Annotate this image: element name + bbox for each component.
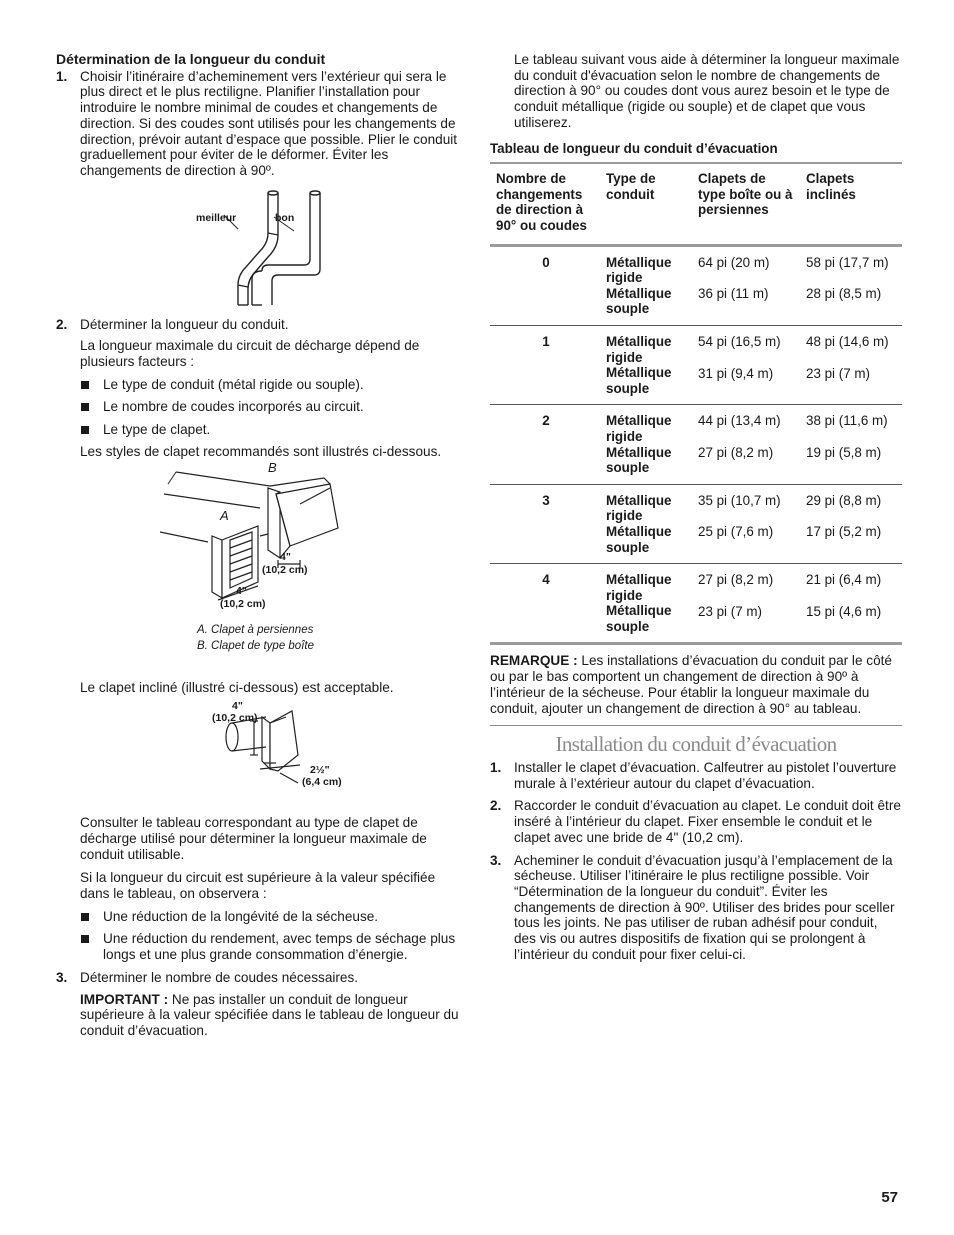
install-step-1: [490, 760, 902, 791]
paragraph: La longueur maximale du circuit de décharge dépend de plusieurs facteurs :: [80, 338, 420, 370]
cell-elbows: 0: [542, 254, 550, 270]
step-number: 1.: [490, 759, 502, 775]
table-row: [490, 405, 902, 484]
step-text: Acheminer le conduit d’évacuation jusqu’à l’emplacement de la sécheuse. Utiliser l’itinéraire le plus rectiligne possible. Voir “Détermination de la longueur du conduit”. Éviter les changements de direction à 90º. Utiliser des brides pour sceller tous les joints. Ne pas utiliser de ruban adhésif pour conduit, des vis ou autres dispositifs de fixation qui se prolongent à l’intérieur du conduit pour fixer celui-ci.: [514, 852, 895, 962]
section-title: Détermination de la longueur du conduit: [56, 51, 326, 67]
bullet-item: Une réduction de la longévité de la sécheuse.: [80, 909, 466, 925]
bullet-item: Une réduction du rendement, avec temps de séchage plus longs et une plus grande consommation d’énergie.: [80, 931, 466, 962]
dimension-duct-cm: (10,2 cm): [212, 712, 258, 725]
dimension-duct-in: 4": [232, 700, 243, 713]
dimension-louver-cm: (10,2 cm): [220, 597, 266, 610]
left-column: [56, 52, 466, 1039]
cell-angled: 38 pi (11,6 m) 19 pi (5,8 m): [806, 413, 888, 460]
cell-angled: 58 pi (17,7 m) 28 pi (8,5 m): [806, 254, 889, 302]
vent-hood-figure: [80, 459, 466, 680]
page-number: 57: [881, 1189, 898, 1206]
step-text: Raccorder le conduit d’évacuation au clapet. Le conduit doit être inséré à l’intérieur du clapet. Fixer ensemble le conduit et le clapet avec une bride de 4" (10,2 cm).: [514, 798, 901, 845]
duct-bend-illustration: [216, 189, 336, 307]
label-b: B: [268, 459, 277, 475]
cell-duct-type: Métallique rigide Métallique souple: [606, 413, 672, 476]
pointer-a: [168, 472, 176, 484]
step-text: Installer le clapet d’évacuation. Calfeutrer au pistolet l’ouverture murale à l’extérieur autour du clapet d’évacuation.: [514, 759, 897, 791]
header-angled: Clapets inclinés: [806, 171, 856, 202]
table-row: [490, 564, 902, 644]
step-number: 2.: [56, 316, 68, 332]
label-best: meilleur: [196, 211, 237, 224]
step-number: 1.: [56, 68, 68, 84]
bullet-item: Le type de clapet.: [80, 422, 466, 438]
heading-divider: [490, 725, 902, 726]
angled-hood-figure: [80, 699, 466, 807]
cell-elbows: 1: [542, 333, 550, 349]
pointer-good: [274, 217, 294, 231]
paragraph: Si la longueur du circuit est supérieure à la valeur spécifiée dans le tableau, on observera :: [80, 870, 436, 902]
cell-elbows: 4: [542, 572, 550, 588]
install-steps: [490, 760, 902, 962]
table-row: [490, 245, 902, 325]
cell-duct-type: Métallique rigide Métallique souple: [606, 333, 672, 396]
dimension-hood-in: 2½": [310, 764, 330, 777]
cell-box-louvered: 44 pi (13,4 m) 27 pi (8,2 m): [698, 413, 781, 460]
cell-angled: 21 pi (6,4 m) 15 pi (4,6 m): [806, 572, 882, 619]
bullet-item: Le type de conduit (métal rigide ou souple).: [80, 377, 466, 393]
step-3: [56, 970, 466, 1039]
dimension-louver-in: 4": [236, 584, 247, 597]
table-intro: Le tableau suivant vous aide à déterminer la longueur maximale du conduit d'évacuation selon le nombre de changements de direction à 90° ou coudes dont vous aurez besoin et le type de conduit métallique (rigide ou souple) et de clapet que vous utiliserez.: [514, 52, 900, 130]
section-heading: Installation du conduit d’évacuation: [555, 732, 837, 757]
paragraph: Consulter le tableau correspondant au type de clapet de décharge utilisé pour déterminer la longueur maximale de conduit utilisable.: [80, 815, 427, 862]
step-text: Déterminer le nombre de coudes nécessaires.: [80, 969, 359, 985]
step-1: [56, 69, 466, 179]
label-good: bon: [275, 211, 295, 224]
bullet-item: Le nombre de coudes incorporés au circuit.: [80, 399, 466, 415]
cell-box-louvered: 27 pi (8,2 m) 23 pi (7 m): [698, 572, 774, 619]
cell-angled: 48 pi (14,6 m) 23 pi (7 m): [806, 333, 889, 381]
cell-angled: 29 pi (8,8 m) 17 pi (5,2 m): [806, 492, 882, 540]
paragraph: Le clapet incliné (illustré ci-dessous) est acceptable.: [80, 679, 394, 695]
table-row: [490, 325, 902, 404]
paragraph: Les styles de clapet recommandés sont illustrés ci-dessous.: [80, 443, 442, 459]
dimension-box-in: 4": [280, 550, 291, 563]
label-a: A: [220, 507, 229, 523]
table-row: [490, 484, 902, 563]
cell-elbows: 3: [542, 492, 550, 508]
step-number: 2.: [490, 798, 502, 814]
table-title: Tableau de longueur du conduit d’évacuation: [490, 140, 778, 156]
bullet-square-icon: [81, 426, 89, 434]
step-2: [56, 317, 466, 963]
right-column: [490, 52, 902, 962]
pointer-best: [224, 215, 238, 229]
install-step-2: [490, 798, 902, 845]
table-header-row: [490, 163, 902, 245]
bullet-square-icon: [81, 381, 89, 389]
vent-length-table: [490, 162, 902, 645]
cell-box-louvered: 35 pi (10,7 m) 25 pi (7,6 m): [698, 492, 781, 540]
duct-bend-figure: [56, 181, 466, 309]
dimension-hood-cm: (6,4 cm): [302, 776, 342, 789]
install-step-3: [490, 853, 902, 963]
caption-b: B. Clapet de type boîte: [197, 639, 314, 652]
step-text: Choisir l’itinéraire d’acheminement vers l’extérieur qui sera le plus direct et le plus rectiligne. Planifier l’installation pour introduire le nombre minimal de coudes et changements de direction. Si des coudes sont utilisés pour les changements de direction, prévoir autant d’espace que possible. Plier le conduit graduellement pour éviter de le déformer. Éviter les changements de direction à 90º.: [80, 68, 458, 178]
header-box-louvered: Clapets de type boîte ou à persiennes: [698, 171, 793, 218]
bullet-square-icon: [81, 913, 89, 921]
cell-elbows: 2: [542, 413, 550, 429]
cell-duct-type: Métallique rigide Métallique souple: [606, 254, 672, 317]
step-number: 3.: [490, 852, 502, 868]
header-duct-type: Type de conduit: [606, 171, 656, 202]
bullet-square-icon: [81, 403, 89, 411]
note: REMARQUE : Les installations d’évacuation du conduit par le côté ou par le bas comportent un changement de direction à 90º à l’intérieur de la sécheuse. Pour établir la longueur maximale du conduit, ajouter un changement de direction à 90° au tableau.: [490, 653, 892, 716]
caption-a: A. Clapet à persiennes: [197, 623, 314, 636]
step-text: Déterminer la longueur du conduit.: [80, 316, 289, 332]
cell-duct-type: Métallique rigide Métallique souple: [606, 572, 672, 634]
cell-duct-type: Métallique rigide Métallique souple: [606, 492, 672, 555]
cell-box-louvered: 64 pi (20 m) 36 pi (11 m): [698, 254, 770, 302]
dimension-box-cm: (10,2 cm): [262, 563, 308, 576]
header-elbows: Nombre de changements de direction à 90° ou coudes: [496, 171, 587, 233]
bullet-square-icon: [81, 935, 89, 943]
step-number: 3.: [56, 969, 68, 985]
important-note: IMPORTANT : Ne pas installer un conduit de longueur supérieure à la valeur spécifiée dans le tableau de longueur du conduit d’évacuation.: [80, 991, 459, 1038]
cell-box-louvered: 54 pi (16,5 m) 31 pi (9,4 m): [698, 333, 781, 381]
